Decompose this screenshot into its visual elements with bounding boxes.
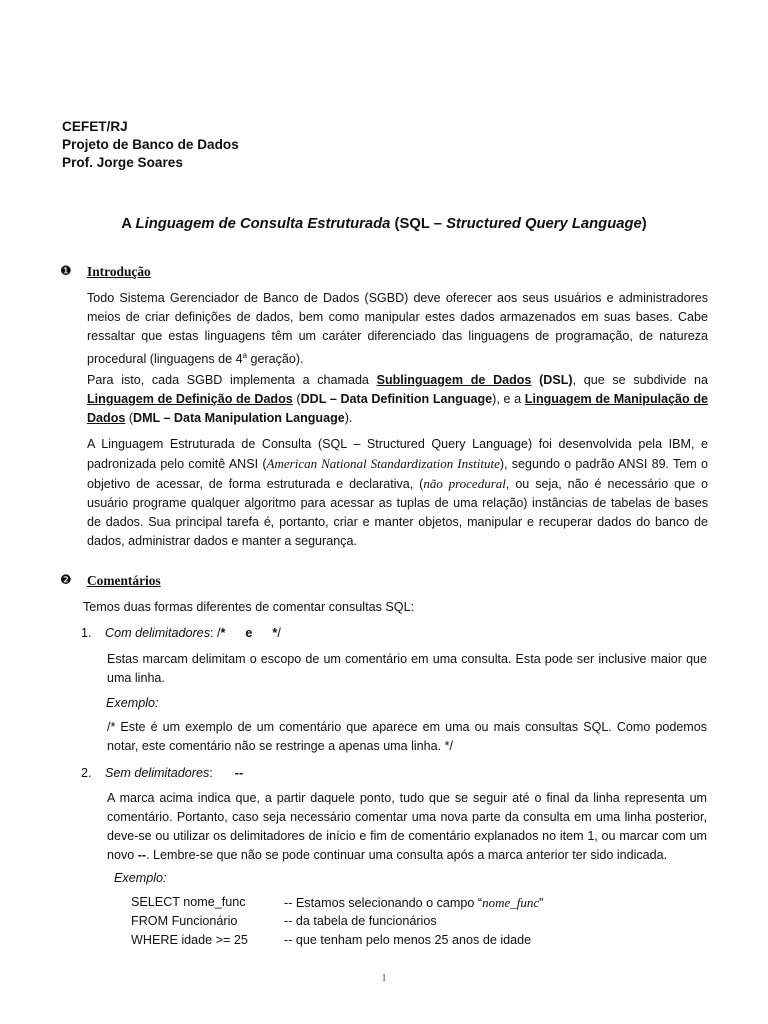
list-item-1-heading: Com delimitadores: /* e */ <box>105 626 281 640</box>
section-2-title: Comentários <box>87 573 161 588</box>
intro-paragraph-3: A Linguagem Estruturada de Consulta (SQL – Structured Query Language) foi desenvolvida pela IBM, e padronizada pelo comitê ANSI (American National Standardization Institute), segundo o padrão ANSI 89. Tem o objetivo de acessar, de forma estruturada e declarativa, (não procedural, ou seja, não é necessário que o usuário programe qualquer algoritmo para acessar as tuplas de uma relação) instâncias de tabelas de bases de dados. Sua principal tarefa é, portanto, criar e manter objetos, manipular e recuperar dados do banco de dados, administrar dados e manter a segurança. <box>87 437 708 548</box>
code-line-comment: -- da tabela de funcionários <box>284 914 437 928</box>
page-number: 1 <box>381 972 387 984</box>
section-1-title: Introdução <box>87 264 151 279</box>
section-2-number-icon: ❷ <box>60 573 72 588</box>
professor-name: Prof. Jorge Soares <box>62 155 183 170</box>
course-name: Projeto de Banco de Dados <box>62 137 239 152</box>
list-item-2-number: 2. <box>81 766 92 780</box>
item-2-description: A marca acima indica que, a partir daquele ponto, tudo que se seguir até o final da linha representa um comentário. Portanto, caso seja necessário comentar uma nova parte da consulta em uma linha posterior, deve-se ou utilizar os delimitadores de início e fim de comentário explanados no item 1, ou marcar com um novo --. Lembre-se que não se pode continuar uma consulta após a marca anterior ter sido indicada. <box>107 791 707 862</box>
code-line-comment: -- que tenham pelo menos 25 anos de idade <box>284 933 532 947</box>
item-1-description: Estas marcam delimitam o escopo de um comentário em uma consulta. Esta pode ser inclusive maior que uma linha. <box>107 652 707 685</box>
code-line-sql: SELECT nome_func <box>131 895 246 909</box>
code-line-sql: FROM Funcionário <box>131 914 238 928</box>
item-1-example-label: Exemplo: <box>106 696 159 710</box>
intro-paragraph-2: Para isto, cada SGBD implementa a chamada Sublinguagem de Dados (DSL), que se subdivide na Linguagem de Definição de Dados (DDL – Data Definition Language), e a Linguagem de Manipulação de Dados (DML – Data Manipulation Language). <box>87 373 709 425</box>
comments-intro: Temos duas formas diferentes de comentar consultas SQL: <box>83 600 415 614</box>
document-title: A Linguagem de Consulta Estruturada (SQL – Structured Query Language) <box>121 216 647 232</box>
intro-paragraph-1: Todo Sistema Gerenciador de Banco de Dados (SGBD) deve oferecer aos seus usuários e administradores meios de criar definições de dados, bem como manipular estes dados armazenados em suas bases. Cabe ressaltar que estas linguagens têm um caráter diferenciado das linguagens de programação, de natureza procedural (linguagens de 4$^a$ geração). <box>87 291 708 367</box>
list-item-2-heading: Sem delimitadores: -- <box>105 766 244 780</box>
code-line-comment: -- Estamos selecionando o campo “nome_func” <box>284 895 544 910</box>
item-2-example-label: Exemplo: <box>114 871 167 885</box>
code-line-sql: WHERE idade >= 25 <box>131 933 248 947</box>
institution: CEFET/RJ <box>62 119 128 134</box>
list-item-1-number: 1. <box>81 626 92 640</box>
item-1-example-text: /* Este é um exemplo de um comentário que aparece em uma ou mais consultas SQL. Como podemos notar, este comentário não se restringe a apenas uma linha. */ <box>107 720 707 753</box>
section-1-number-icon: ❶ <box>60 264 72 279</box>
